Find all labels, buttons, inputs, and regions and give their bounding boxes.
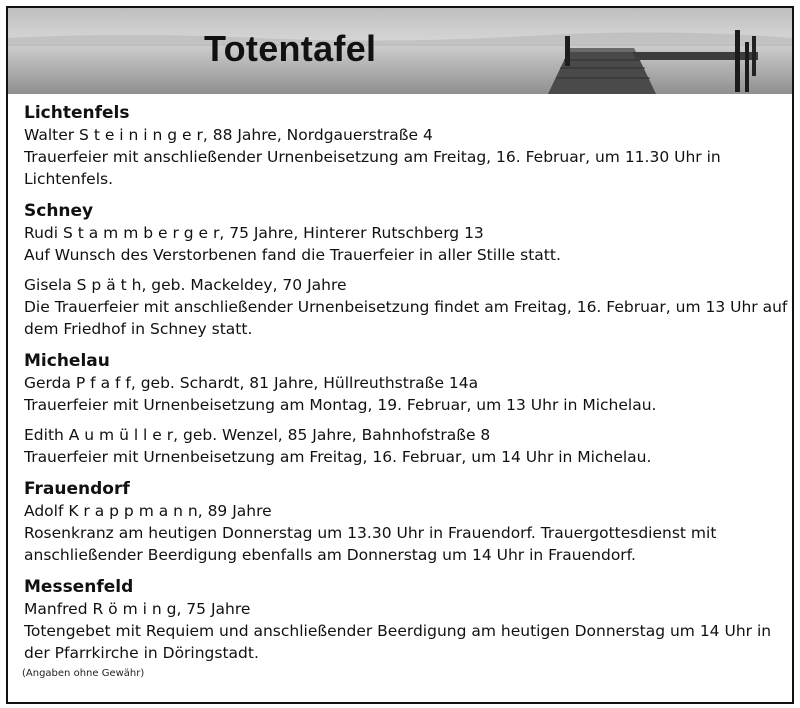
deceased-name-line: Manfred R ö m i n g, 75 Jahre <box>24 600 251 618</box>
ceremony-text-line: Totengebet mit Requiem und anschließender Beerdigung am heutigen Donnerstag um 14 Uhr in <box>24 622 772 640</box>
page-title: Totentafel <box>204 28 377 69</box>
lake-pier-image <box>8 8 792 94</box>
ceremony-text-line: dem Friedhof in Schney statt. <box>24 320 253 338</box>
ceremony-text-line: Trauerfeier mit Urnenbeisetzung am Freitag, 16. Februar, um 14 Uhr in Michelau. <box>24 448 652 466</box>
ceremony-text-line: Trauerfeier mit Urnenbeisetzung am Montag, 19. Februar, um 13 Uhr in Michelau. <box>24 396 657 414</box>
deceased-name-line: Adolf K r a p p m a n n, 89 Jahre <box>24 502 272 520</box>
obituary-entry <box>24 598 784 664</box>
obituary-list <box>24 102 788 664</box>
obituary-entry <box>24 124 784 190</box>
place-heading: Schney <box>24 201 94 221</box>
ceremony-text-line: Trauerfeier mit anschließender Urnenbeisetzung am Freitag, 16. Februar, um 11.30 Uhr in <box>24 148 721 166</box>
place-heading: Michelau <box>24 351 110 371</box>
disclaimer-note: (Angaben ohne Gewähr) <box>22 668 145 679</box>
obituary-entry <box>24 274 788 340</box>
deceased-name-line: Edith A u m ü l l e r, geb. Wenzel, 85 Jahre, Bahnhofstraße 8 <box>24 426 491 444</box>
obituary-entry <box>24 424 784 468</box>
obituary-entry <box>24 222 784 266</box>
deceased-name-line: Gerda P f a f f, geb. Schardt, 81 Jahre, Hüllreuthstraße 14a <box>24 374 479 392</box>
ceremony-text-line: Rosenkranz am heutigen Donnerstag um 13.30 Uhr in Frauendorf. Trauergottesdienst mit <box>24 524 717 542</box>
deceased-name-line: Rudi S t a m m b e r g e r, 75 Jahre, Hinterer Rutschberg 13 <box>24 224 484 242</box>
place-heading: Frauendorf <box>24 479 130 499</box>
place-heading: Messenfeld <box>24 577 134 597</box>
deceased-name-line: Walter S t e i n i n g e r, 88 Jahre, Nordgauerstraße 4 <box>24 126 433 144</box>
obituary-board <box>6 6 794 704</box>
deceased-name-line: Gisela S p ä t h, geb. Mackeldey, 70 Jahre <box>24 276 347 294</box>
place-heading: Lichtenfels <box>24 103 130 123</box>
ceremony-text-line: anschließender Beerdigung ebenfalls am Donnerstag um 14 Uhr in Frauendorf. <box>24 546 636 564</box>
ceremony-text-line: Auf Wunsch des Verstorbenen fand die Trauerfeier in aller Stille statt. <box>24 246 561 264</box>
ceremony-text-line: Lichtenfels. <box>24 170 114 188</box>
ceremony-text-line: Die Trauerfeier mit anschließender Urnenbeisetzung findet am Freitag, 16. Februar, um 13 Uhr auf <box>24 298 788 316</box>
obituary-entry <box>24 372 784 416</box>
obituary-entry <box>24 500 784 566</box>
ceremony-text-line: der Pfarrkirche in Döringstadt. <box>24 644 259 662</box>
header-banner <box>8 8 792 94</box>
